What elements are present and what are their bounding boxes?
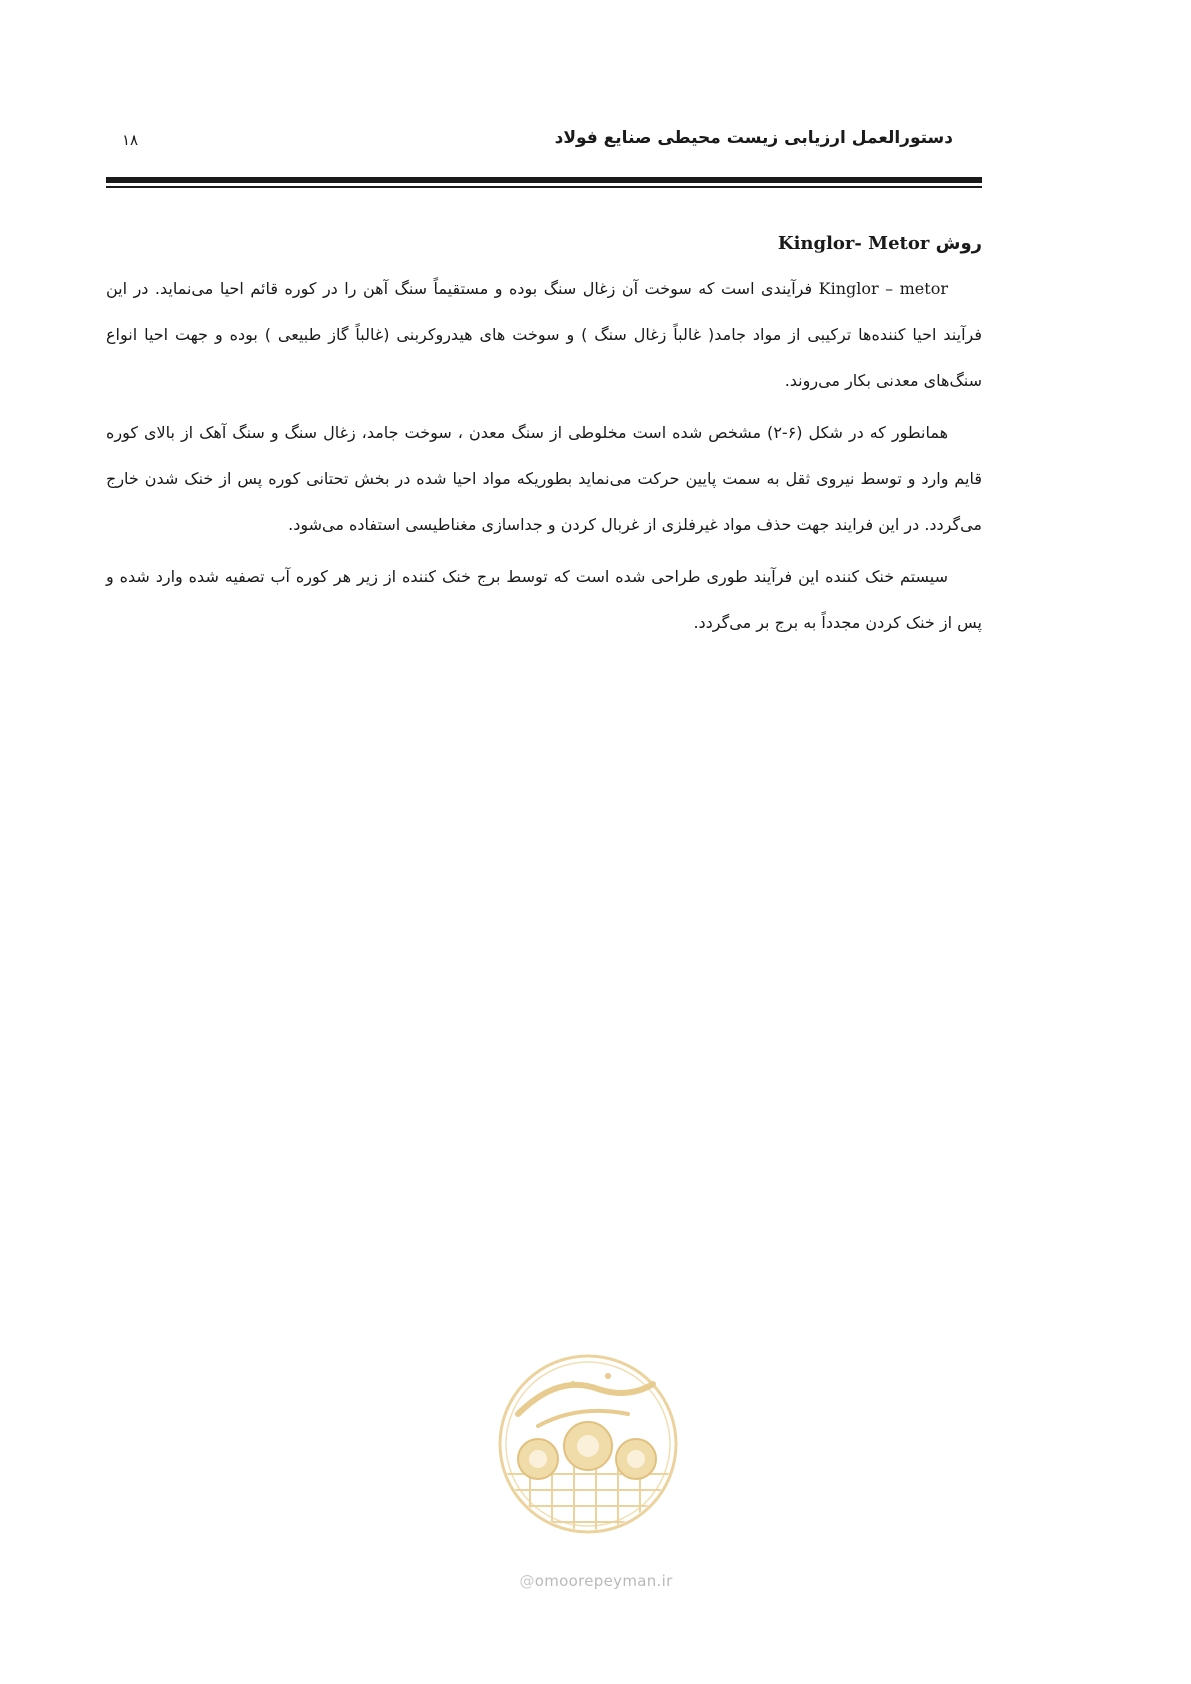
header-rule-thick <box>106 177 982 183</box>
watermark-stamp <box>478 1334 698 1604</box>
watermark-url-text: omoorepeyman.ir <box>534 1572 673 1590</box>
body-content <box>106 222 982 652</box>
header-rule-thin <box>106 186 982 188</box>
paragraph-2: همانطور که در شکل (۶-۲) مشخص شده است مخلوطی از سنگ معدن ، سوخت جامد، زغال سنگ و سنگ آهک از بالای کوره قایم وارد و توسط نیروی ثقل به سمت پایین حرکت می‌نماید بطوریکه مواد احیا شده در بخش تحتانی کوره پس از خنک شدن خارج می‌گردد. در این فرایند جهت حذف مواد غیرفلزی از غربال کردن و جداسازی مغناطیسی استفاده می‌شود. <box>106 423 982 534</box>
watermark-url <box>496 1572 696 1590</box>
section-heading-prefix: روش <box>935 233 982 254</box>
running-title: دستورالعمل ارزیابی زیست محیطی صنایع فولاد <box>554 128 953 148</box>
paragraph-3: سیستم خنک کننده این فرآیند طوری طراحی شده است که توسط برج خنک کننده از زیر هر کوره آب تصفیه شده وارد شده و پس از خنک کردن مجدداً به برج بر می‌گردد. <box>106 567 982 632</box>
section-heading <box>106 222 982 266</box>
section-heading-latin: Kinglor- Metor <box>777 233 930 254</box>
paragraph-1 <box>106 266 982 404</box>
page-number: ۱۸ <box>122 131 139 149</box>
stamp-logo-icon <box>478 1334 698 1574</box>
watermark-at-icon: @ <box>519 1572 535 1590</box>
paragraph-1-text: فرآیندی است که سوخت آن زغال سنگ بوده و مستقیماً سنگ آهن را در کوره قائم احیا می‌نماید. در این فرآیند احیا کننده‌ها ترکیبی از مواد جامد( غالباً زغال سنگ ) و سوخت های هیدروکربنی (غالباً گاز طبیعی ) بوده و جهت احیا انواع سنگ‌های معدنی بکار می‌روند. <box>106 279 982 390</box>
paragraph-1-latin-term: Kinglor – metor <box>818 279 948 298</box>
